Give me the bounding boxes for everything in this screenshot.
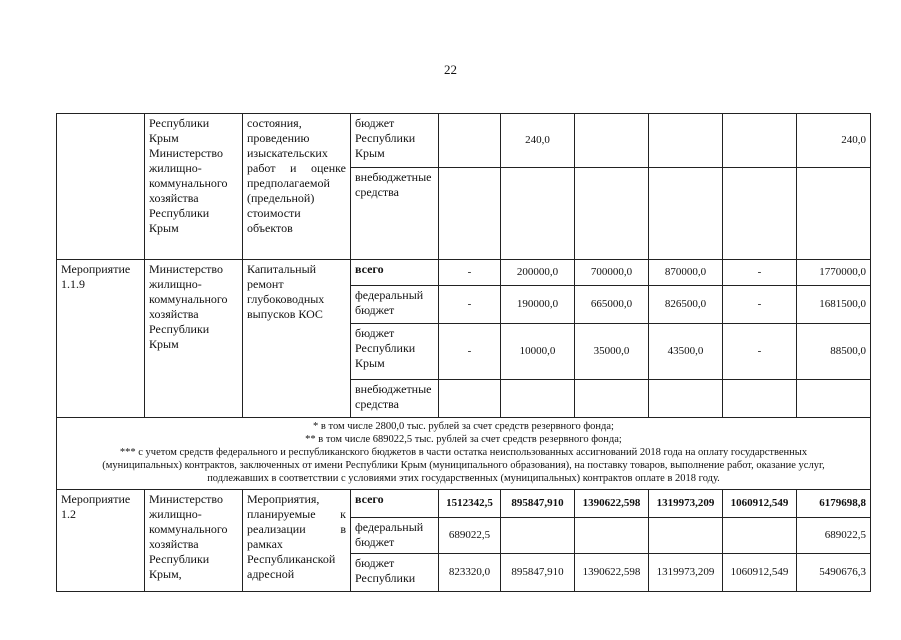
page-number: 22 [444,62,457,77]
funding-source-cell: внебюджетные средства [351,380,439,418]
value-cell: - [439,260,501,286]
description-cell: Капитальный ремонт глубоководных выпусков КОС [243,260,351,418]
footnote: подлежавших в соответствии с условиями этих государственных (муниципальных) контрактов оплате в 2018 году. [207,473,720,484]
value-cell: - [723,324,797,380]
footnote: *** с учетом средств федерального и республиканского бюджетов в части остатка неиспользованных ассигнований 2018 года на оплату государственных [119,447,808,458]
total-cell: 689022,5 [797,518,871,554]
total-cell: 88500,0 [797,324,871,380]
value-cell [501,168,575,260]
value-cell: 200000,0 [501,260,575,286]
value-cell [501,380,575,418]
value-cell: - [439,324,501,380]
value-cell: 190000,0 [501,286,575,324]
value-cell [575,518,649,554]
value-cell: 43500,0 [649,324,723,380]
event-code-cell: Мероприятие 1.2 [57,490,145,592]
event-code-cell: Мероприятие 1.1.9 [57,260,145,418]
value-cell [439,380,501,418]
responsible-cell: Министерство жилищно-коммунального хозяйства Республики Крым [145,260,243,418]
value-cell: 826500,0 [649,286,723,324]
total-cell [797,168,871,260]
description-cell: состояния, проведению изыскательских работ и оценке предполагаемой (предельной) стоимости объектов [243,114,351,260]
value-cell: 1319973,209 [649,490,723,518]
value-cell: 870000,0 [649,260,723,286]
value-cell: 1390622,598 [575,554,649,592]
funding-source-cell: всего [351,490,439,518]
value-cell [723,518,797,554]
value-cell: 35000,0 [575,324,649,380]
total-cell: 240,0 [797,114,871,168]
table-row [57,260,871,286]
value-cell: - [723,260,797,286]
value-cell [575,168,649,260]
footnotes [57,418,871,490]
description-cell: Мероприятия, планируемые к реализации в рамках Республиканской адресной [243,490,351,592]
responsible-cell: Министерство жилищно-коммунального хозяйства Республики Крым, [145,490,243,592]
value-cell: 895847,910 [501,490,575,518]
notes-row [57,418,871,490]
total-cell: 1770000,0 [797,260,871,286]
responsible-cell: Республики Крым Министерство жилищно-коммунального хозяйства Республики Крым [145,114,243,260]
total-cell: 1681500,0 [797,286,871,324]
funding-source-cell: всего [351,260,439,286]
value-cell [575,114,649,168]
value-cell: 700000,0 [575,260,649,286]
value-cell: 240,0 [501,114,575,168]
value-cell: 689022,5 [439,518,501,554]
value-cell: 665000,0 [575,286,649,324]
value-cell [649,168,723,260]
value-cell [575,380,649,418]
value-cell: 1390622,598 [575,490,649,518]
value-cell: 1060912,549 [723,490,797,518]
funding-source-cell: внебюджетные средства [351,168,439,260]
event-code-cell [57,114,145,260]
table-row [57,490,871,518]
value-cell: 1060912,549 [723,554,797,592]
total-cell: 5490676,3 [797,554,871,592]
funding-source-cell: бюджет Республики Крым [351,324,439,380]
total-cell: 6179698,8 [797,490,871,518]
value-cell: - [439,286,501,324]
value-cell: 1319973,209 [649,554,723,592]
footnote: ** в том числе 689022,5 тыс. рублей за счет средств резервного фонда; [305,434,622,445]
value-cell [501,518,575,554]
value-cell [723,114,797,168]
footnote: * в том числе 2800,0 тыс. рублей за счет средств резервного фонда; [313,421,614,432]
value-cell: - [723,286,797,324]
funding-source-cell: бюджет Республики Крым [351,114,439,168]
value-cell [649,380,723,418]
budget-table [56,113,871,592]
value-cell [439,114,501,168]
value-cell: 895847,910 [501,554,575,592]
value-cell [723,168,797,260]
footnote: (муниципальных) контрактов, заключенных от имени Республики Крым (муниципального образования), на поставку товаров, выполнение работ, оказание услуг, [102,460,825,471]
total-cell [797,380,871,418]
value-cell [649,114,723,168]
value-cell [649,518,723,554]
value-cell: 1512342,5 [439,490,501,518]
table-row [57,114,871,168]
funding-source-cell: федеральный бюджет [351,518,439,554]
value-cell [439,168,501,260]
funding-source-cell: бюджет Республики [351,554,439,592]
value-cell: 823320,0 [439,554,501,592]
funding-source-cell: федеральный бюджет [351,286,439,324]
value-cell: 10000,0 [501,324,575,380]
value-cell [723,380,797,418]
